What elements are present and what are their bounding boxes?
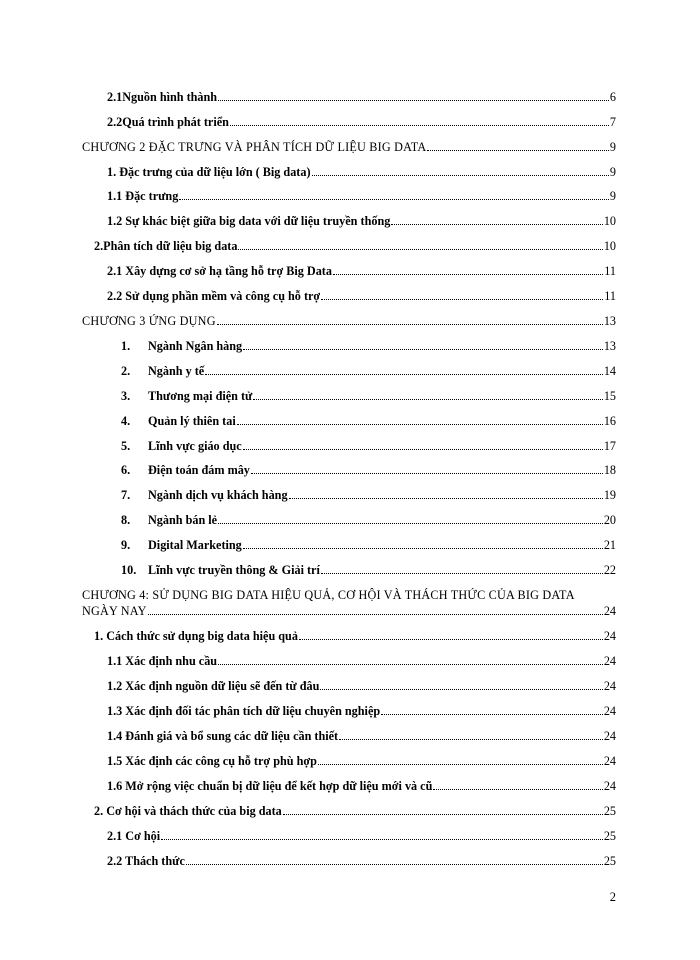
dot-leader bbox=[321, 564, 603, 574]
toc-entry-page: 22 bbox=[603, 563, 616, 577]
toc-entry-title: 2.1Nguồn hình thành bbox=[107, 90, 218, 104]
toc-entry[interactable] bbox=[121, 462, 616, 478]
dot-leader bbox=[289, 489, 603, 499]
toc-entry[interactable] bbox=[94, 628, 616, 644]
toc-entry-title: 1.1 Xác định nhu cầu bbox=[107, 654, 218, 668]
toc-entry-page: 7 bbox=[609, 115, 616, 129]
toc-entry[interactable] bbox=[107, 263, 616, 279]
dot-leader bbox=[186, 855, 603, 865]
toc-entry[interactable] bbox=[107, 188, 616, 204]
toc-entry-title: Ngành Ngân hàng bbox=[148, 339, 243, 353]
toc-entry-title: CHƯƠNG 3 ỨNG DỤNG bbox=[82, 314, 216, 328]
toc-entry-page: 18 bbox=[603, 463, 616, 477]
toc-entry-title: 2.2Quá trình phát triển bbox=[107, 115, 229, 129]
toc-entry-page: 25 bbox=[603, 854, 616, 868]
toc-entry-page: 24 bbox=[603, 704, 616, 718]
toc-entry-page: 9 bbox=[609, 140, 616, 154]
toc-entry-title: 1. Cách thức sử dụng big data hiệu quả bbox=[94, 629, 298, 643]
toc-entry-title: Lĩnh vực giáo dục bbox=[148, 439, 242, 453]
dot-leader bbox=[312, 166, 609, 176]
toc-entry[interactable] bbox=[107, 288, 616, 304]
toc-entry-title: NGÀY NAY bbox=[82, 604, 147, 618]
toc-entry-title: Ngành dịch vụ khách hàng bbox=[148, 488, 288, 502]
dot-leader bbox=[391, 215, 603, 225]
dot-leader bbox=[243, 440, 603, 450]
toc-entry-page: 24 bbox=[603, 679, 616, 693]
toc-entry-page: 24 bbox=[603, 654, 616, 668]
dot-leader bbox=[230, 116, 609, 126]
toc-entry-title: Lĩnh vực truyền thông & Giải trí bbox=[148, 563, 320, 577]
toc-entry[interactable] bbox=[107, 753, 616, 769]
toc-entry[interactable] bbox=[107, 828, 616, 844]
toc-entry-number: 6. bbox=[121, 463, 131, 477]
toc-entry-title: 1.3 Xác định đối tác phân tích dữ liệu chuyên nghiệp bbox=[107, 704, 381, 718]
toc-entry[interactable] bbox=[121, 487, 616, 503]
toc-entry[interactable] bbox=[107, 89, 616, 105]
toc-entry[interactable] bbox=[94, 803, 616, 819]
toc-entry-title: Điện toán đám mây bbox=[148, 463, 250, 477]
toc-entry[interactable] bbox=[107, 213, 616, 229]
toc-entry-number: 9. bbox=[121, 538, 131, 552]
toc-entry-page: 24 bbox=[603, 779, 616, 793]
toc-entry-title: Ngành bán lẻ bbox=[148, 513, 218, 527]
toc-entry-number: 10. bbox=[121, 563, 137, 577]
toc-entry-title: 1.2 Sự khác biệt giữa big data với dữ liệu truyền thống bbox=[107, 214, 391, 228]
page-number: 2 bbox=[609, 890, 616, 904]
toc-entry-page: 24 bbox=[603, 629, 616, 643]
dot-leader bbox=[318, 755, 603, 765]
toc-entry-title: 2.2 Thách thức bbox=[107, 854, 185, 868]
toc-entry[interactable] bbox=[107, 653, 616, 669]
toc-entry-title: 2.2 Sử dụng phần mềm và công cụ hỗ trợ bbox=[107, 289, 321, 303]
toc-entry-title: 1.1 Đặc trưng bbox=[107, 189, 179, 203]
toc-entry-title: 1.6 Mở rộng việc chuẩn bị dữ liệu để kết hợp dữ liệu mới và cũ bbox=[107, 779, 433, 793]
dot-leader bbox=[339, 730, 603, 740]
toc-entry-title: 1.4 Đánh giá và bổ sung các dữ liệu cần thiết bbox=[107, 729, 339, 743]
dot-leader bbox=[251, 464, 603, 474]
toc-entry-number: 4. bbox=[121, 414, 131, 428]
toc-entry-page: 15 bbox=[603, 389, 616, 403]
dot-leader bbox=[283, 805, 603, 815]
dot-leader bbox=[237, 415, 603, 425]
toc-entry[interactable] bbox=[107, 114, 616, 130]
toc-chapter-title-line: CHƯƠNG 4: SỬ DỤNG BIG DATA HIỆU QUẢ, CƠ HỘI VÀ THÁCH THỨC CỦA BIG DATA bbox=[82, 588, 575, 602]
toc-entry[interactable] bbox=[107, 164, 616, 180]
dot-leader bbox=[299, 630, 603, 640]
toc-entry-page: 9 bbox=[609, 189, 616, 203]
toc-entry-title: Ngành y tế bbox=[148, 364, 205, 378]
toc-entry-title: Digital Marketing bbox=[148, 538, 242, 552]
toc-entry-number: 7. bbox=[121, 488, 131, 502]
toc-entry-number: 8. bbox=[121, 513, 131, 527]
toc-chapter-entry[interactable] bbox=[82, 603, 616, 619]
toc-entry-page: 6 bbox=[609, 90, 616, 104]
toc-entry[interactable] bbox=[121, 363, 616, 379]
toc-entry-page: 11 bbox=[604, 264, 616, 278]
toc-entry-page: 20 bbox=[603, 513, 616, 527]
toc-entry-page: 13 bbox=[603, 314, 616, 328]
dot-leader bbox=[218, 514, 603, 524]
toc-chapter-entry[interactable] bbox=[82, 313, 616, 329]
toc-entry[interactable] bbox=[121, 438, 616, 454]
toc-entry[interactable] bbox=[107, 678, 616, 694]
toc-entry-title: 1.2 Xác định nguồn dữ liệu sẽ đến từ đâu bbox=[107, 679, 320, 693]
toc-entry-number: 1. bbox=[121, 339, 131, 353]
toc-entry-page: 17 bbox=[603, 439, 616, 453]
toc-entry-number: 5. bbox=[121, 439, 131, 453]
toc-entry-page: 24 bbox=[603, 604, 616, 618]
toc-entry-page: 19 bbox=[603, 488, 616, 502]
toc-entry-page: 11 bbox=[604, 289, 616, 303]
toc-entry-page: 24 bbox=[603, 729, 616, 743]
toc-entry-page: 25 bbox=[603, 829, 616, 843]
dot-leader bbox=[381, 705, 603, 715]
toc-entry[interactable] bbox=[107, 703, 616, 719]
toc-entry-page: 24 bbox=[603, 754, 616, 768]
dot-leader bbox=[333, 265, 603, 275]
toc-entry-title: CHƯƠNG 2 ĐẶC TRƯNG VÀ PHÂN TÍCH DỮ LIỆU BIG DATA bbox=[82, 140, 427, 154]
toc-entry[interactable] bbox=[121, 512, 616, 528]
toc-entry-title: 2.1 Cơ hội bbox=[107, 829, 161, 843]
dot-leader bbox=[320, 680, 602, 690]
toc-entry[interactable] bbox=[94, 238, 616, 254]
toc-entry[interactable] bbox=[121, 537, 616, 553]
dot-leader bbox=[205, 365, 603, 375]
toc-entry-title: 1.5 Xác định các công cụ hỗ trợ phù hợp bbox=[107, 754, 317, 768]
toc-entry-title: Thương mại điện tử bbox=[148, 389, 253, 403]
dot-leader bbox=[218, 91, 609, 101]
toc-entry-title: 2. Cơ hội và thách thức của big data bbox=[94, 804, 282, 818]
toc-entry-page: 25 bbox=[603, 804, 616, 818]
toc-entry-number: 2. bbox=[121, 364, 131, 378]
dot-leader bbox=[161, 830, 603, 840]
toc-entry[interactable] bbox=[121, 388, 616, 404]
dot-leader bbox=[238, 240, 602, 250]
toc-entry-title: 2.Phân tích dữ liệu big data bbox=[94, 239, 238, 253]
dot-leader bbox=[148, 605, 603, 615]
toc-entry-title: 1. Đặc trưng của dữ liệu lớn ( Big data) bbox=[107, 165, 311, 179]
dot-leader bbox=[243, 539, 603, 549]
dot-leader bbox=[218, 655, 603, 665]
toc-entry[interactable] bbox=[121, 562, 616, 578]
toc-entry-page: 10 bbox=[603, 214, 616, 228]
toc-entry-number: 3. bbox=[121, 389, 131, 403]
toc-entry-page: 21 bbox=[603, 538, 616, 552]
toc-entry-page: 9 bbox=[609, 165, 616, 179]
dot-leader bbox=[217, 315, 603, 325]
dot-leader bbox=[243, 340, 603, 350]
toc-entry-page: 10 bbox=[603, 239, 616, 253]
toc-entry[interactable] bbox=[107, 853, 616, 869]
dot-leader bbox=[179, 190, 609, 200]
dot-leader bbox=[427, 141, 609, 151]
toc-entry[interactable] bbox=[107, 778, 616, 794]
dot-leader bbox=[321, 290, 603, 300]
toc-entry-page: 14 bbox=[603, 364, 616, 378]
toc-entry-page: 16 bbox=[603, 414, 616, 428]
toc-entry[interactable] bbox=[121, 413, 616, 429]
toc-chapter-entry[interactable] bbox=[82, 139, 616, 155]
toc-entry[interactable] bbox=[107, 728, 616, 744]
dot-leader bbox=[433, 780, 602, 790]
toc-entry-page: 13 bbox=[603, 339, 616, 353]
toc-entry-title: 2.1 Xây dựng cơ sở hạ tầng hỗ trợ Big Data bbox=[107, 264, 332, 278]
dot-leader bbox=[253, 390, 602, 400]
toc-entry-title: Quản lý thiên tai bbox=[148, 414, 236, 428]
toc-entry[interactable] bbox=[121, 338, 616, 354]
